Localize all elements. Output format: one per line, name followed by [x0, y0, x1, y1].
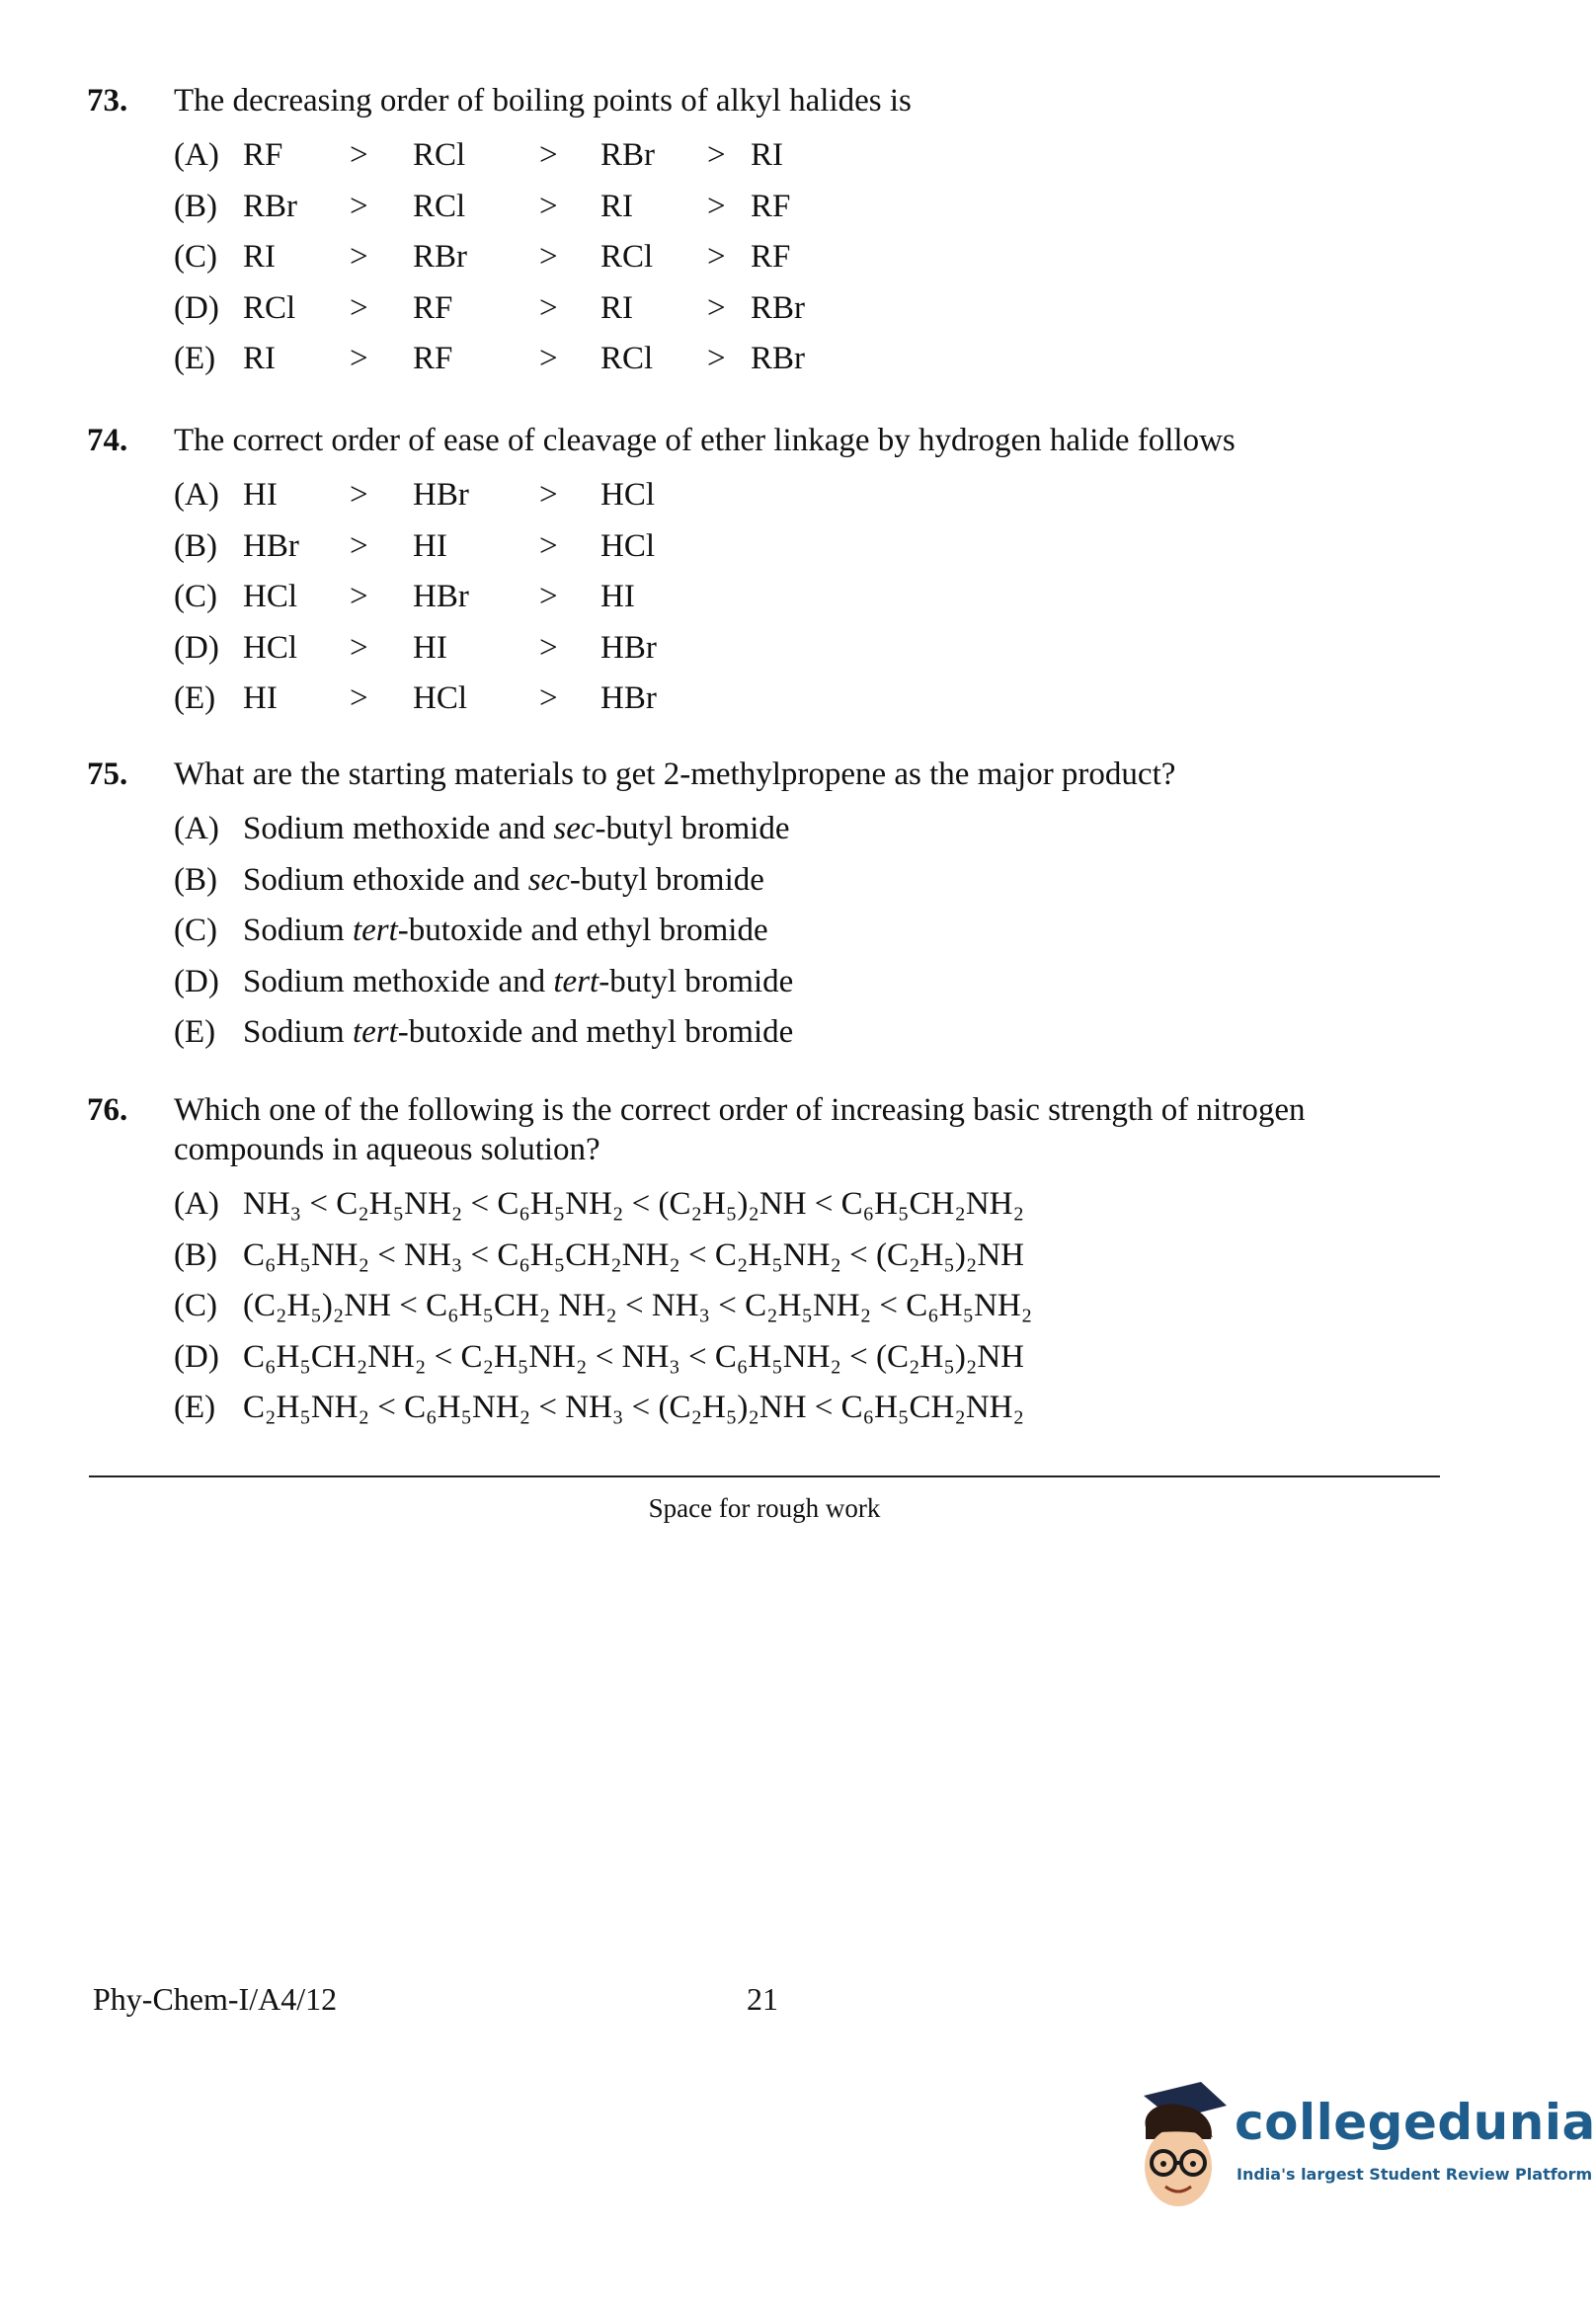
question-text: Which one of the following is the correct order of increasing basic strength of nitrogen compounds in aqueous solution? [174, 1092, 1306, 1167]
question-number: 73. [87, 83, 128, 119]
mascot-icon [1124, 2076, 1233, 2224]
question-number: 74. [87, 423, 128, 458]
formula-sequence: C₆H₅NH₂ < NH₃ < C₆H₅CH₂NH₂ < C₂H₅NH₂ < (C₂H₅)₂NH [243, 1236, 1025, 1273]
option-b: (B) Sodium ethoxide and sec-butyl bromide [174, 861, 764, 898]
option-list [174, 130, 1450, 385]
question-74 [87, 421, 1450, 725]
option-e: (E) HI > HCl > HBr [174, 680, 657, 716]
brand-name: collegedunia [1235, 2094, 1596, 2151]
option-a: (A) HI > HBr > HCl [174, 477, 656, 513]
paper-code: Phy-Chem-I/A4/12 [93, 1981, 338, 2017]
formula-sequence: C₆H₅CH₂NH₂ < C₂H₅NH₂ < NH₃ < C₆H₅NH₂ < (C₂H₅)₂NH [243, 1338, 1025, 1375]
option-list [174, 470, 1450, 725]
formula-sequence: (C₂H₅)₂NH < C₆H₅CH₂ NH₂ < NH₃ < C₂H₅NH₂ < C₆H₅NH₂ [243, 1288, 1033, 1323]
formula-sequence: NH₃ < C₂H₅NH₂ < C₆H₅NH₂ < (C₂H₅)₂NH < C₆H₅CH₂NH₂ [243, 1186, 1025, 1222]
option-c: (C) Sodium tert-butoxide and ethyl bromide [174, 913, 768, 948]
question-76 [87, 1090, 1450, 1434]
question-number: 75. [87, 757, 128, 792]
option-d: (D) HCl > HI > HBr [174, 629, 657, 666]
option-c: (C) (C₂H₅)₂NH < C₆H₅CH₂ NH₂ < NH₃ < C₂H₅NH₂ < C₆H₅NH₂ [174, 1281, 1450, 1332]
divider [89, 1475, 1440, 1477]
option-d: (D) C₆H₅CH₂NH₂ < C₂H₅NH₂ < NH₃ < C₆H₅NH₂ < (C₂H₅)₂NH [174, 1332, 1450, 1384]
option-d: (D) Sodium methoxide and tert-butyl bromide [174, 963, 794, 999]
collegedunia-logo [1124, 2076, 1596, 2224]
option-e: (E) Sodium tert-butoxide and methyl bromide [174, 1014, 794, 1050]
option-a: (A) RF > RCl > RBr > RI [174, 137, 783, 173]
option-c: (C) HCl > HBr > HI [174, 579, 635, 614]
formula-sequence: C₂H₅NH₂ < C₆H₅NH₂ < NH₃ < (C₂H₅)₂NH < C₆H₅CH₂NH₂ [243, 1390, 1025, 1425]
question-text: The decreasing order of boiling points of alkyl halides is [174, 83, 912, 119]
question-75 [87, 755, 1450, 1059]
option-b: (B) C₆H₅NH₂ < NH₃ < C₆H₅CH₂NH₂ < C₂H₅NH₂ < (C₂H₅)₂NH [174, 1231, 1450, 1282]
option-list [174, 804, 1450, 1059]
option-e: (E) RI > RF > RCl > RBr [174, 341, 806, 376]
rough-work-label: Space for rough work [648, 1493, 881, 1523]
question-text: What are the starting materials to get 2-methylpropene as the major product? [174, 757, 1176, 792]
option-e: (E) C₂H₅NH₂ < C₆H₅NH₂ < NH₃ < (C₂H₅)₂NH < C₆H₅CH₂NH₂ [174, 1383, 1450, 1434]
option-d: (D) RCl > RF > RI > RBr [174, 289, 806, 326]
option-c: (C) RI > RBr > RCl > RF [174, 239, 791, 275]
page-number: 21 [747, 1981, 778, 2017]
question-73 [87, 81, 1450, 385]
option-b: (B) RBr > RCl > RI > RF [174, 188, 791, 224]
option-a: (A) NH₃ < C₂H₅NH₂ < C₆H₅NH₂ < (C₂H₅)₂NH < C₆H₅CH₂NH₂ [174, 1179, 1450, 1231]
brand-tagline: India's largest Student Review Platform [1237, 2165, 1593, 2184]
option-a: (A) Sodium methoxide and sec-butyl bromide [174, 811, 790, 846]
option-list [174, 1179, 1450, 1434]
question-number: 76. [87, 1092, 128, 1128]
option-b: (B) HBr > HI > HCl [174, 527, 656, 564]
question-text: The correct order of ease of cleavage of ether linkage by hydrogen halide follows [174, 423, 1236, 458]
